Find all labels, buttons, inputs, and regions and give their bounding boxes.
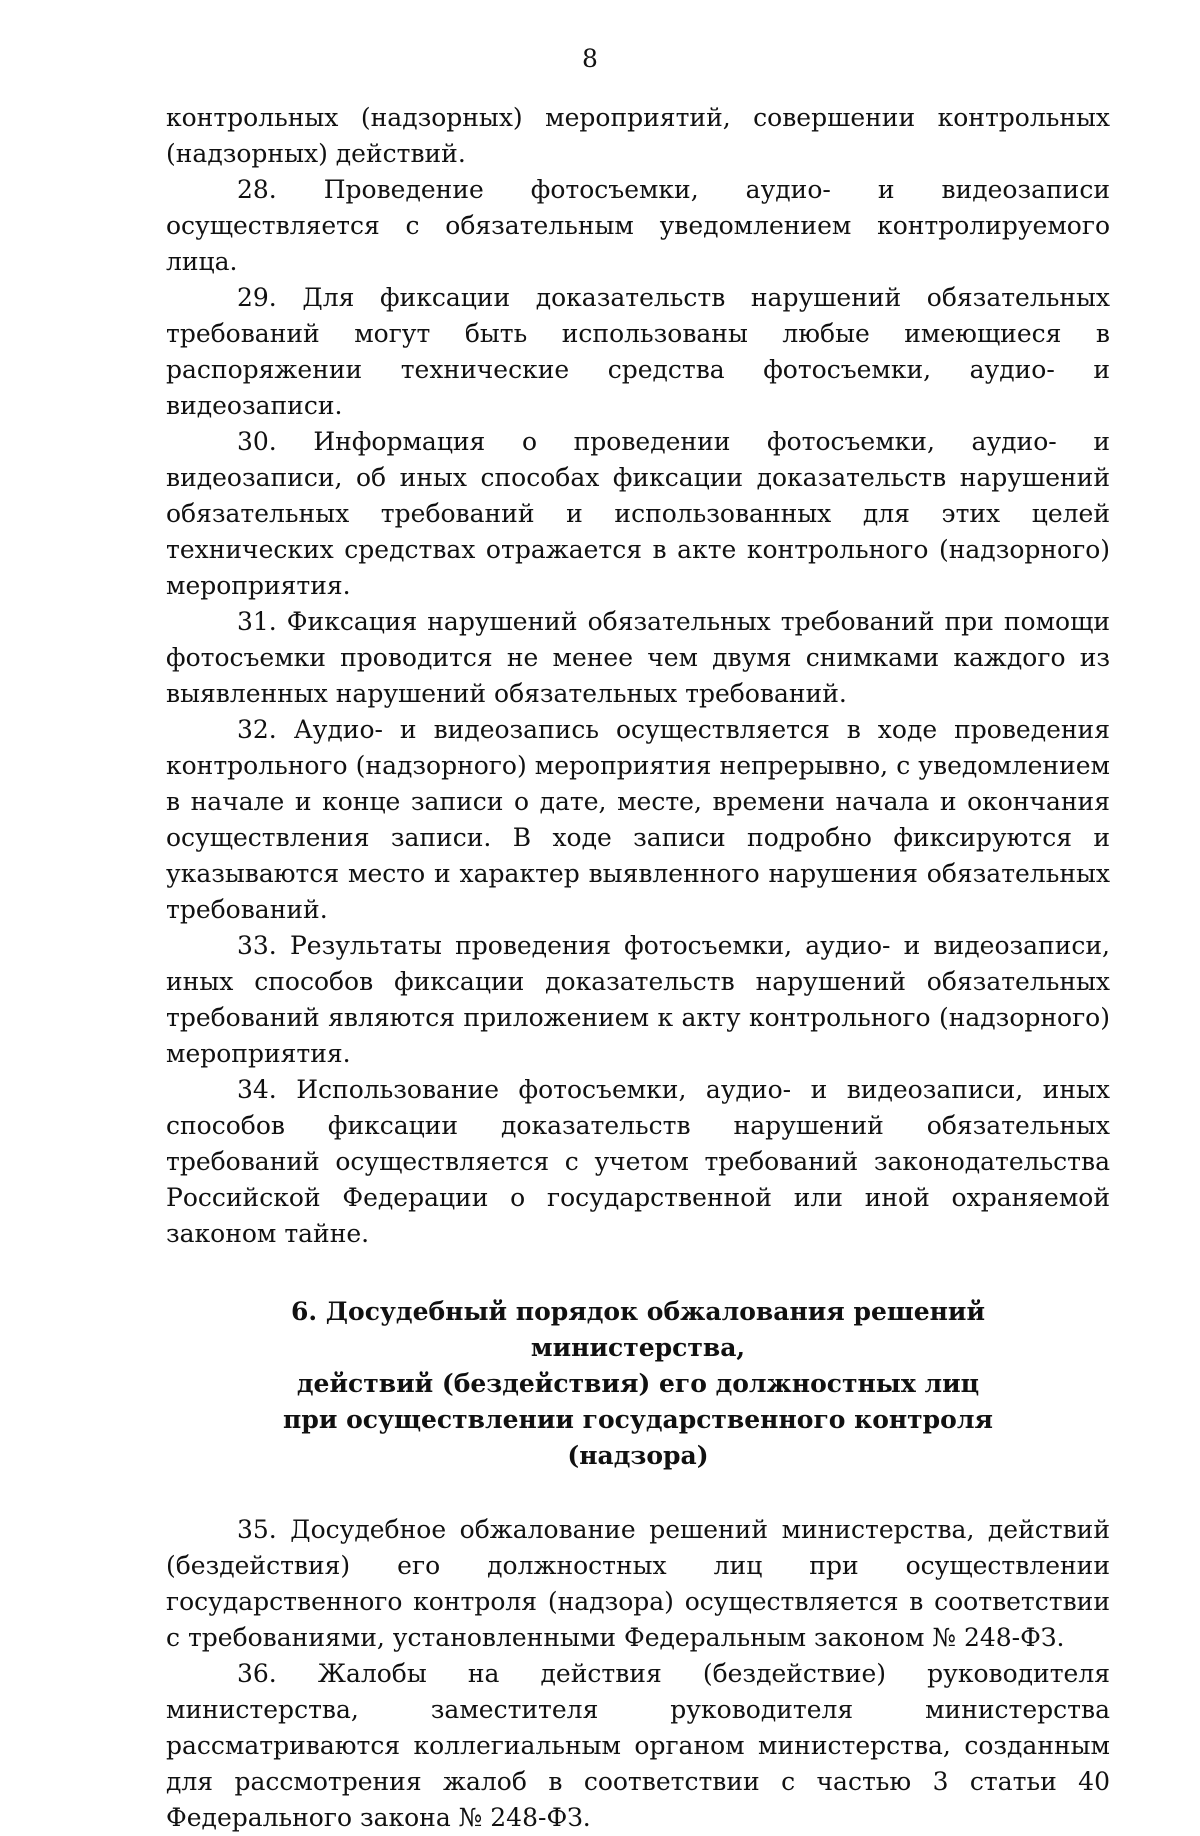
paragraph-35: 35. Досудебное обжалование решений министерства, действий (бездействия) его должностных лиц при осуществлении государственного контроля (надзора) осуществляется в соответствии с требованиями, установленными Федеральным законом № 248-ФЗ. — [166, 1515, 1110, 1652]
paragraph-28: 28. Проведение фотосъемки, аудио- и видеозаписи осуществляется с обязательным уведомлением контролируемого лица. — [166, 175, 1110, 276]
paragraph-32: 32. Аудио- и видеозапись осуществляется в ходе проведения контрольного (надзорного) мероприятия непрерывно, с уведомлением в начале и конце записи о дате, месте, времени начала и окончания осуществления записи. В ходе записи подробно фиксируются и указываются место и характер выявленного нарушения обязательных требований. — [166, 715, 1110, 924]
section-heading-line-2: действий (бездействия) его должностных лиц — [296, 1369, 980, 1398]
document-body — [166, 100, 1110, 1836]
paragraph-31: 31. Фиксация нарушений обязательных требований при помощи фотосъемки проводится не менее чем двумя снимками каждого из выявленных нарушений обязательных требований. — [166, 607, 1110, 708]
paragraphs-after-section — [166, 1512, 1110, 1836]
section-heading-line-3: при осуществлении государственного контроля (надзора) — [283, 1405, 993, 1470]
section-heading — [166, 1294, 1110, 1474]
paragraph-29: 29. Для фиксации доказательств нарушений обязательных требований могут быть использованы любые имеющиеся в распоряжении технические средства фотосъемки, аудио- и видеозаписи. — [166, 283, 1110, 420]
paragraph-36: 36. Жалобы на действия (бездействие) руководителя министерства, заместителя руководителя министерства рассматриваются коллегиальным органом министерства, созданным для рассмотрения жалоб в соответствии с частью 3 статьи 40 Федерального закона № 248-ФЗ. — [166, 1659, 1110, 1832]
paragraph-continuation: контрольных (надзорных) мероприятий, совершении контрольных (надзорных) действий. — [166, 103, 1110, 168]
paragraph-33: 33. Результаты проведения фотосъемки, аудио- и видеозаписи, иных способов фиксации доказательств нарушений обязательных требований являются приложением к акту контрольного (надзорного) мероприятия. — [166, 931, 1110, 1068]
paragraph-30: 30. Информация о проведении фотосъемки, аудио- и видеозаписи, об иных способах фиксации доказательств нарушений обязательных требований и использованных для этих целей технических средствах отражается в акте контрольного (надзорного) мероприятия. — [166, 427, 1110, 600]
paragraphs-before-section — [166, 100, 1110, 1252]
paragraph-34: 34. Использование фотосъемки, аудио- и видеозаписи, иных способов фиксации доказательств нарушений обязательных требований осуществляется с учетом требований законодательства Российской Федерации о государственной или иной охраняемой законом тайне. — [166, 1075, 1110, 1248]
page-number: 8 — [582, 44, 598, 73]
section-heading-line-1: 6. Досудебный порядок обжалования решений министерства, — [290, 1297, 986, 1362]
